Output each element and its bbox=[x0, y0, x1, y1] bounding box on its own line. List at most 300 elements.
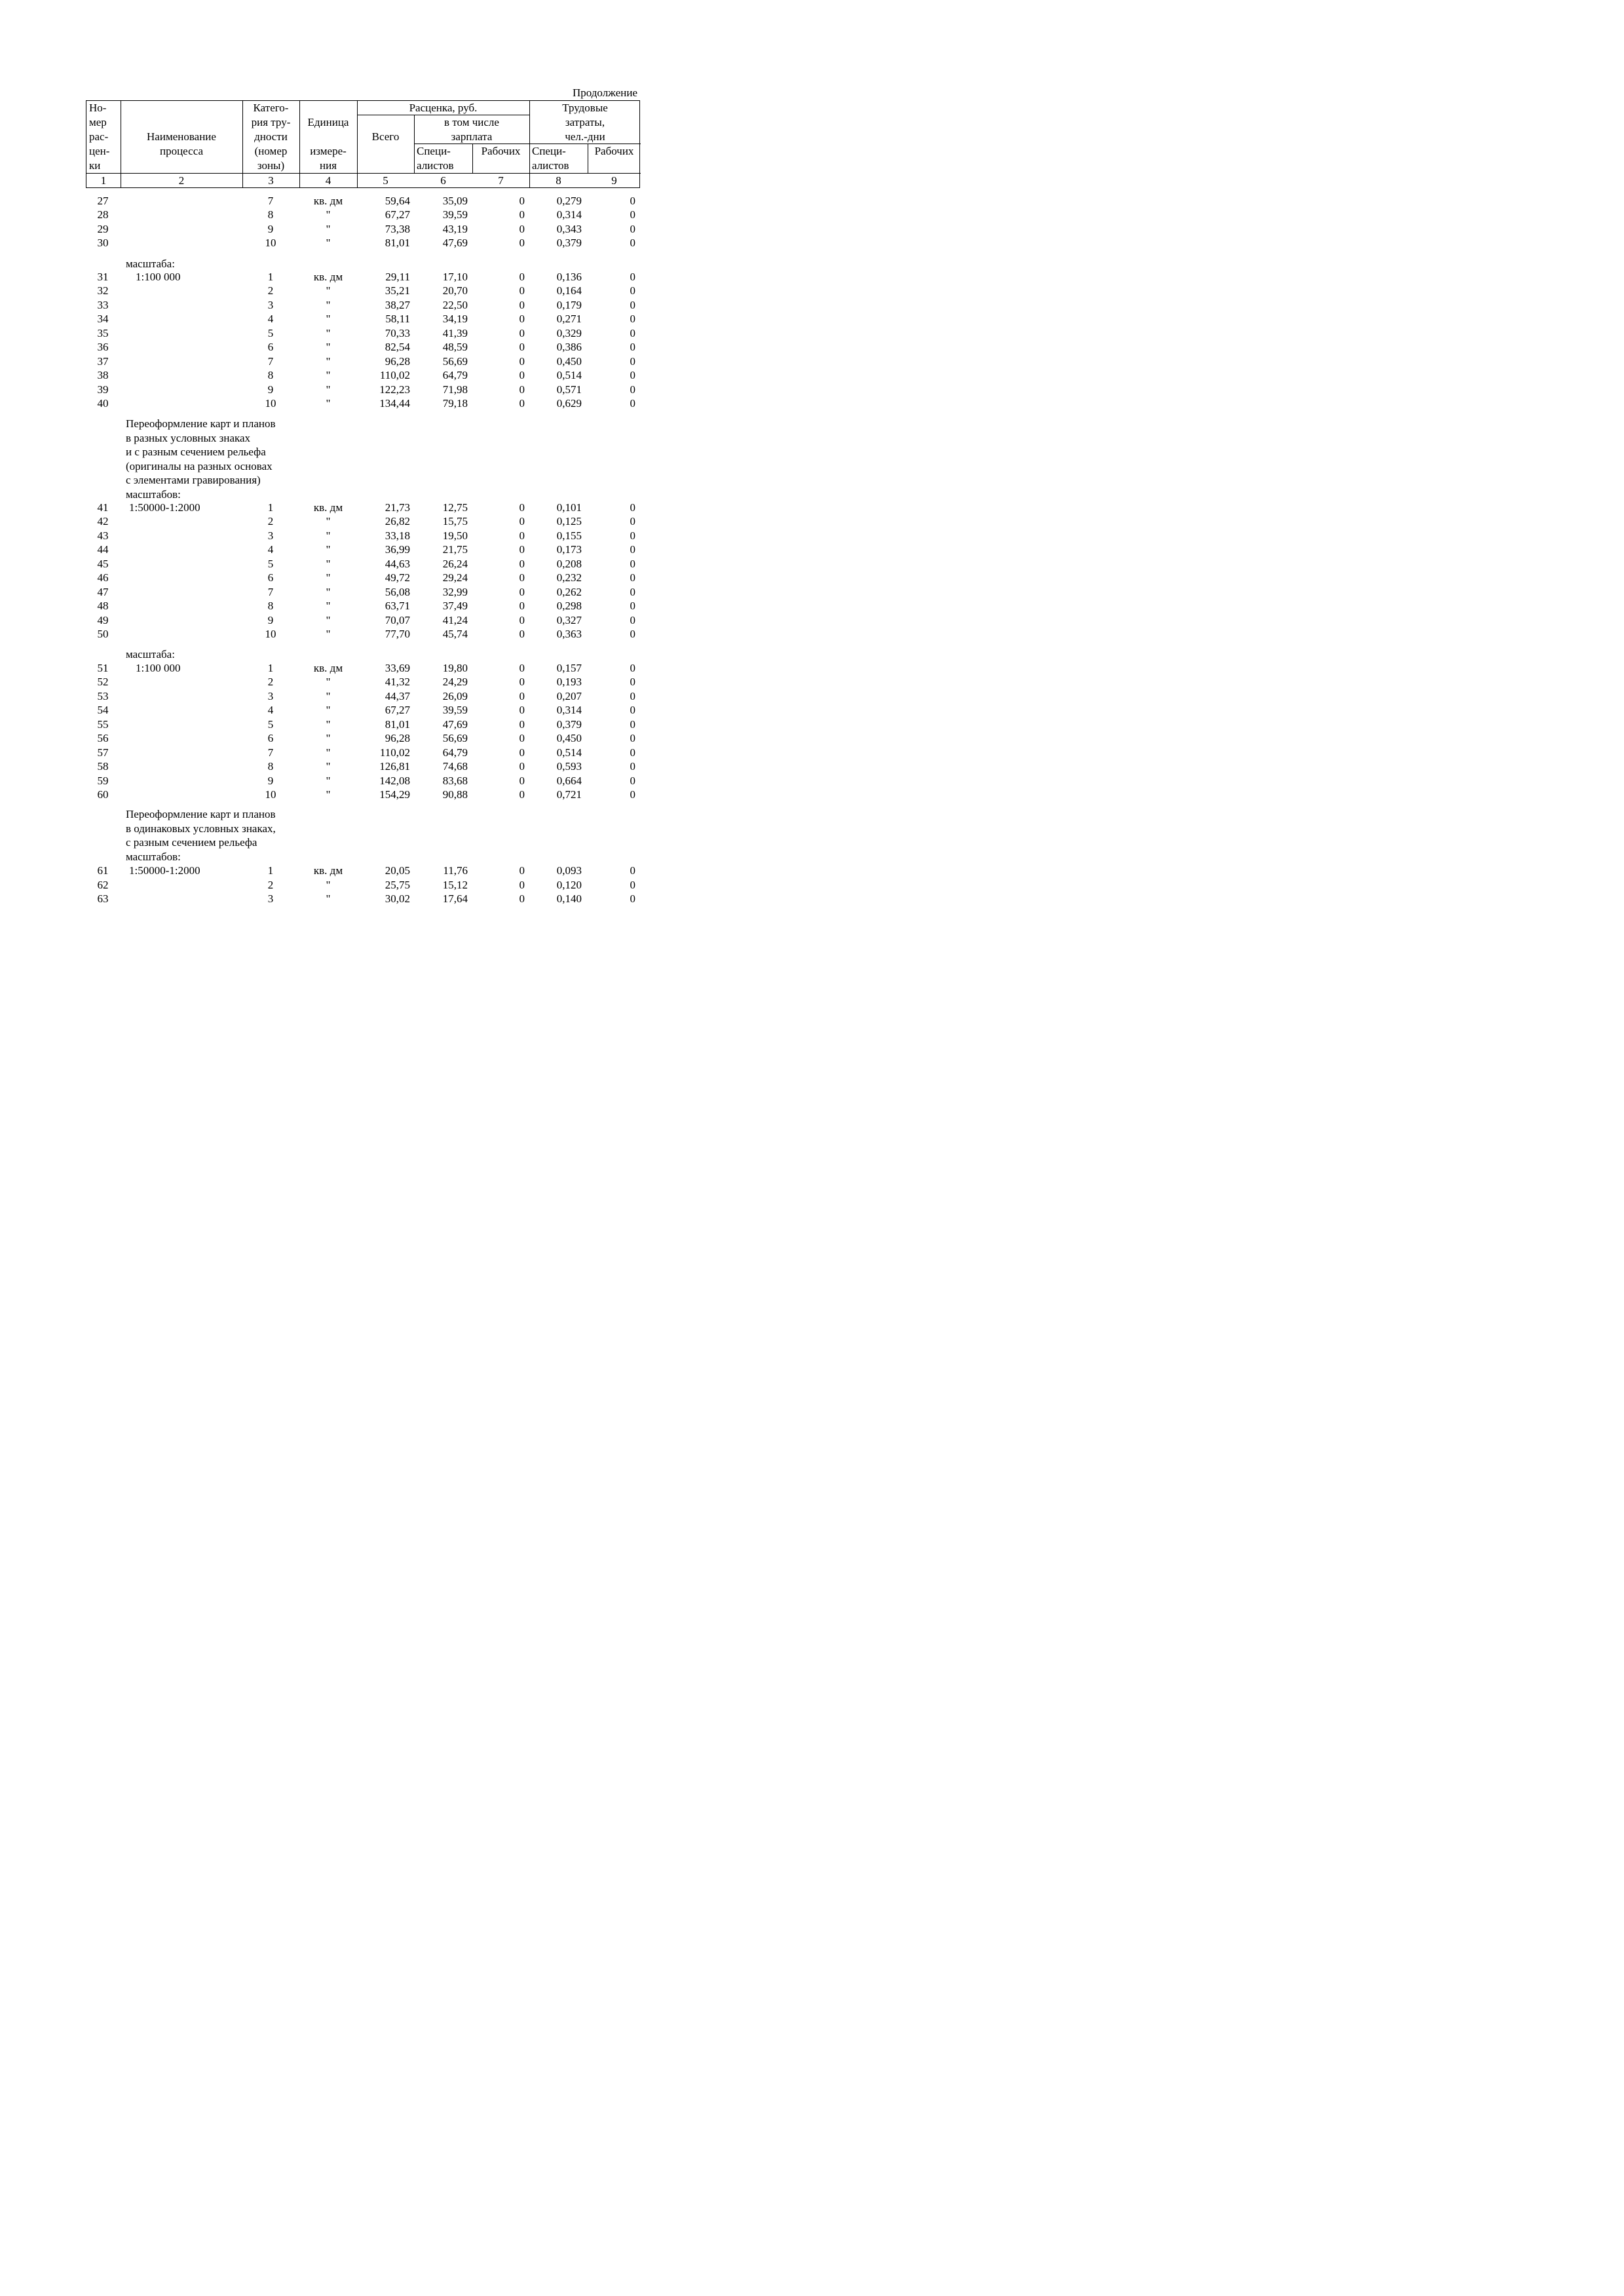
rate-number-cell: 47 bbox=[97, 585, 109, 598]
scale-name-cell: 1:50000-1:2000 bbox=[129, 864, 200, 877]
unit-cell: " bbox=[326, 746, 331, 759]
col-number-5: 5 bbox=[383, 174, 388, 187]
table-row bbox=[0, 689, 723, 704]
labor-workers-cell: 0 bbox=[630, 341, 635, 354]
price-total-cell: 21,73 bbox=[385, 501, 410, 514]
price-workers-cell: 0 bbox=[519, 718, 525, 731]
price-specialists-cell: 26,09 bbox=[442, 689, 468, 702]
price-workers-cell: 0 bbox=[519, 892, 525, 905]
rate-number-cell: 55 bbox=[97, 718, 109, 731]
labor-specialists-cell: 0,571 bbox=[556, 383, 582, 396]
labor-workers-cell: 0 bbox=[630, 383, 635, 396]
header-labor-specialists: Специ- алистов bbox=[532, 145, 569, 172]
price-total-cell: 67,27 bbox=[385, 208, 410, 221]
scale-name-cell: 1:50000-1:2000 bbox=[129, 501, 200, 514]
price-total-cell: 41,32 bbox=[385, 676, 410, 689]
unit-cell: " bbox=[326, 383, 331, 396]
price-specialists-cell: 83,68 bbox=[442, 774, 468, 787]
category-cell: 1 bbox=[267, 864, 274, 877]
section-heading: масштаба: bbox=[126, 648, 175, 660]
price-total-cell: 44,37 bbox=[385, 689, 410, 702]
table-row bbox=[0, 627, 723, 641]
price-total-cell: 33,18 bbox=[385, 529, 410, 542]
table-row bbox=[0, 222, 723, 237]
table-row bbox=[0, 529, 723, 543]
category-cell: 7 bbox=[267, 354, 274, 368]
price-workers-cell: 0 bbox=[519, 613, 525, 626]
price-specialists-cell: 15,75 bbox=[442, 515, 468, 528]
category-cell: 4 bbox=[267, 704, 274, 717]
category-cell: 8 bbox=[267, 208, 274, 221]
labor-specialists-cell: 0,125 bbox=[556, 515, 582, 528]
table-row bbox=[0, 354, 723, 369]
price-total-cell: 142,08 bbox=[379, 774, 410, 787]
rate-number-cell: 51 bbox=[97, 662, 109, 674]
labor-specialists-cell: 0,327 bbox=[556, 613, 582, 626]
price-total-cell: 110,02 bbox=[379, 746, 410, 759]
category-cell: 7 bbox=[267, 195, 274, 207]
col-number-8: 8 bbox=[556, 174, 561, 187]
price-workers-cell: 0 bbox=[519, 557, 525, 570]
price-specialists-cell: 41,24 bbox=[442, 613, 468, 626]
labor-specialists-cell: 0,593 bbox=[556, 760, 582, 773]
table-row bbox=[0, 501, 723, 515]
table-row bbox=[0, 585, 723, 600]
price-specialists-cell: 34,19 bbox=[442, 313, 468, 326]
labor-specialists-cell: 0,262 bbox=[556, 585, 582, 598]
table-row bbox=[0, 340, 723, 354]
price-workers-cell: 0 bbox=[519, 689, 525, 702]
unit-cell: " bbox=[326, 774, 331, 787]
price-workers-cell: 0 bbox=[519, 676, 525, 689]
col-number-3: 3 bbox=[268, 174, 274, 187]
price-specialists-cell: 39,59 bbox=[442, 208, 468, 221]
labor-specialists-cell: 0,136 bbox=[556, 271, 582, 283]
price-total-cell: 67,27 bbox=[385, 704, 410, 717]
labor-workers-cell: 0 bbox=[630, 718, 635, 731]
labor-workers-cell: 0 bbox=[630, 571, 635, 584]
labor-specialists-cell: 0,450 bbox=[556, 732, 582, 745]
price-workers-cell: 0 bbox=[519, 585, 525, 598]
price-total-cell: 25,75 bbox=[385, 878, 410, 891]
price-total-cell: 110,02 bbox=[379, 369, 410, 382]
table-row bbox=[0, 514, 723, 529]
price-specialists-cell: 45,74 bbox=[442, 628, 468, 641]
category-cell: 4 bbox=[267, 313, 274, 326]
header-labor-workers: Рабочих bbox=[594, 145, 634, 157]
unit-cell: " bbox=[326, 284, 331, 297]
col-number-1: 1 bbox=[100, 174, 107, 187]
price-total-cell: 59,64 bbox=[385, 195, 410, 207]
category-cell: 2 bbox=[267, 515, 274, 528]
category-cell: 8 bbox=[267, 600, 274, 613]
table-row bbox=[0, 543, 723, 557]
price-specialists-cell: 39,59 bbox=[442, 704, 468, 717]
section-heading-line: с элементами гравирования) bbox=[126, 474, 261, 486]
price-specialists-cell: 12,75 bbox=[442, 501, 468, 514]
price-workers-cell: 0 bbox=[519, 878, 525, 891]
section-heading-line: масштабов: bbox=[126, 488, 181, 501]
category-cell: 3 bbox=[267, 298, 274, 311]
labor-workers-cell: 0 bbox=[630, 354, 635, 368]
table-row bbox=[0, 396, 723, 411]
labor-workers-cell: 0 bbox=[630, 326, 635, 339]
unit-cell: " bbox=[326, 718, 331, 731]
labor-workers-cell: 0 bbox=[630, 864, 635, 877]
price-workers-cell: 0 bbox=[519, 237, 525, 250]
rate-number-cell: 28 bbox=[97, 208, 109, 221]
unit-cell: " bbox=[326, 689, 331, 702]
price-workers-cell: 0 bbox=[519, 704, 525, 717]
price-specialists-cell: 35,09 bbox=[442, 195, 468, 207]
table-header bbox=[86, 100, 640, 188]
labor-workers-cell: 0 bbox=[630, 369, 635, 382]
rate-number-cell: 57 bbox=[97, 746, 109, 759]
rate-number-cell: 35 bbox=[97, 326, 109, 339]
price-total-cell: 44,63 bbox=[385, 557, 410, 570]
category-cell: 1 bbox=[267, 501, 274, 514]
header-name: Наименование процесса bbox=[147, 130, 216, 157]
rate-number-cell: 54 bbox=[97, 704, 109, 717]
labor-specialists-cell: 0,208 bbox=[556, 557, 582, 570]
price-workers-cell: 0 bbox=[519, 501, 525, 514]
labor-workers-cell: 0 bbox=[630, 732, 635, 745]
price-total-cell: 70,33 bbox=[385, 326, 410, 339]
labor-workers-cell: 0 bbox=[630, 628, 635, 641]
scale-name-cell: 1:100 000 bbox=[136, 271, 181, 283]
unit-cell: " bbox=[326, 543, 331, 556]
price-workers-cell: 0 bbox=[519, 600, 525, 613]
labor-workers-cell: 0 bbox=[630, 662, 635, 674]
price-total-cell: 96,28 bbox=[385, 354, 410, 368]
price-total-cell: 36,99 bbox=[385, 543, 410, 556]
category-cell: 10 bbox=[265, 788, 276, 801]
price-specialists-cell: 90,88 bbox=[442, 788, 468, 801]
price-total-cell: 49,72 bbox=[385, 571, 410, 584]
price-workers-cell: 0 bbox=[519, 760, 525, 773]
price-specialists-cell: 21,75 bbox=[442, 543, 468, 556]
rate-number-cell: 37 bbox=[97, 354, 109, 368]
table-row bbox=[0, 571, 723, 585]
continuation-caption: Продолжение bbox=[572, 86, 637, 99]
table-row bbox=[0, 557, 723, 571]
section-heading-line: и с разным сечением рельефа bbox=[126, 446, 266, 458]
rate-number-cell: 58 bbox=[97, 760, 109, 773]
rate-number-cell: 62 bbox=[97, 878, 109, 891]
price-specialists-cell: 43,19 bbox=[442, 222, 468, 235]
labor-specialists-cell: 0,207 bbox=[556, 689, 582, 702]
labor-specialists-cell: 0,279 bbox=[556, 195, 582, 207]
header-price-group: Расценка, руб. bbox=[409, 102, 478, 114]
rate-number-cell: 31 bbox=[97, 271, 109, 283]
unit-cell: " bbox=[326, 878, 331, 891]
table-row bbox=[0, 368, 723, 383]
section-heading-line: в разных условных знаках bbox=[126, 432, 251, 444]
table-row bbox=[0, 298, 723, 313]
category-cell: 7 bbox=[267, 585, 274, 598]
price-specialists-cell: 37,49 bbox=[442, 600, 468, 613]
section-heading-line: с разным сечением рельефа bbox=[126, 836, 257, 849]
labor-workers-cell: 0 bbox=[630, 689, 635, 702]
category-cell: 5 bbox=[267, 718, 274, 731]
header-number: Но- мер рас- цен- ки bbox=[89, 102, 110, 172]
labor-workers-cell: 0 bbox=[630, 892, 635, 905]
unit-cell: кв. дм bbox=[313, 271, 343, 283]
category-cell: 2 bbox=[267, 676, 274, 689]
category-cell: 9 bbox=[267, 222, 274, 235]
category-cell: 5 bbox=[267, 557, 274, 570]
price-specialists-cell: 48,59 bbox=[442, 341, 468, 354]
price-specialists-cell: 19,80 bbox=[442, 662, 468, 674]
rate-number-cell: 48 bbox=[97, 600, 109, 613]
rate-number-cell: 49 bbox=[97, 613, 109, 626]
price-total-cell: 30,02 bbox=[385, 892, 410, 905]
rate-number-cell: 42 bbox=[97, 515, 109, 528]
labor-specialists-cell: 0,314 bbox=[556, 704, 582, 717]
price-specialists-cell: 47,69 bbox=[442, 237, 468, 250]
labor-specialists-cell: 0,093 bbox=[556, 864, 582, 877]
section-heading-line: (оригиналы на разных основах bbox=[126, 460, 273, 472]
header-incl: в том числе зарплата bbox=[444, 116, 499, 143]
category-cell: 9 bbox=[267, 613, 274, 626]
unit-cell: " bbox=[326, 760, 331, 773]
unit-cell: " bbox=[326, 613, 331, 626]
category-cell: 1 bbox=[267, 662, 274, 674]
category-cell: 10 bbox=[265, 397, 276, 410]
price-specialists-cell: 19,50 bbox=[442, 529, 468, 542]
price-specialists-cell: 22,50 bbox=[442, 298, 468, 311]
unit-cell: " bbox=[326, 237, 331, 250]
price-workers-cell: 0 bbox=[519, 515, 525, 528]
price-total-cell: 154,29 bbox=[379, 788, 410, 801]
labor-specialists-cell: 0,120 bbox=[556, 878, 582, 891]
price-specialists-cell: 47,69 bbox=[442, 718, 468, 731]
rate-number-cell: 30 bbox=[97, 237, 109, 250]
labor-specialists-cell: 0,363 bbox=[556, 628, 582, 641]
category-cell: 8 bbox=[267, 760, 274, 773]
price-specialists-cell: 11,76 bbox=[443, 864, 468, 877]
category-cell: 1 bbox=[267, 271, 274, 283]
labor-specialists-cell: 0,140 bbox=[556, 892, 582, 905]
unit-cell: " bbox=[326, 208, 331, 221]
category-cell: 2 bbox=[267, 878, 274, 891]
price-total-cell: 82,54 bbox=[385, 341, 410, 354]
rate-number-cell: 52 bbox=[97, 676, 109, 689]
rate-number-cell: 34 bbox=[97, 313, 109, 326]
header-unit-line1: Единица bbox=[307, 116, 349, 128]
labor-specialists-cell: 0,629 bbox=[556, 397, 582, 410]
table-row bbox=[0, 675, 723, 689]
price-workers-cell: 0 bbox=[519, 628, 525, 641]
price-total-cell: 134,44 bbox=[379, 397, 410, 410]
rate-number-cell: 33 bbox=[97, 298, 109, 311]
labor-workers-cell: 0 bbox=[630, 878, 635, 891]
labor-workers-cell: 0 bbox=[630, 208, 635, 221]
labor-specialists-cell: 0,298 bbox=[556, 600, 582, 613]
rate-number-cell: 53 bbox=[97, 689, 109, 702]
rate-number-cell: 39 bbox=[97, 383, 109, 396]
labor-specialists-cell: 0,101 bbox=[556, 501, 582, 514]
unit-cell: " bbox=[326, 788, 331, 801]
table-row bbox=[0, 718, 723, 732]
price-specialists-cell: 79,18 bbox=[442, 397, 468, 410]
rate-number-cell: 59 bbox=[97, 774, 109, 787]
labor-specialists-cell: 0,314 bbox=[556, 208, 582, 221]
category-cell: 10 bbox=[265, 628, 276, 641]
price-workers-cell: 0 bbox=[519, 864, 525, 877]
unit-cell: " bbox=[326, 369, 331, 382]
price-workers-cell: 0 bbox=[519, 543, 525, 556]
section-heading-line: Переоформление карт и планов bbox=[126, 808, 276, 820]
rate-number-cell: 29 bbox=[97, 222, 109, 235]
unit-cell: " bbox=[326, 704, 331, 717]
labor-workers-cell: 0 bbox=[630, 788, 635, 801]
table-row bbox=[0, 326, 723, 341]
price-total-cell: 63,71 bbox=[385, 600, 410, 613]
price-workers-cell: 0 bbox=[519, 732, 525, 745]
price-total-cell: 33,69 bbox=[385, 662, 410, 674]
price-workers-cell: 0 bbox=[519, 313, 525, 326]
price-total-cell: 81,01 bbox=[385, 237, 410, 250]
unit-cell: " bbox=[326, 585, 331, 598]
rate-number-cell: 40 bbox=[97, 397, 109, 410]
category-cell: 9 bbox=[267, 774, 274, 787]
rate-number-cell: 50 bbox=[97, 628, 109, 641]
category-cell: 9 bbox=[267, 383, 274, 396]
price-workers-cell: 0 bbox=[519, 354, 525, 368]
price-specialists-cell: 26,24 bbox=[442, 557, 468, 570]
price-specialists-cell: 32,99 bbox=[442, 585, 468, 598]
unit-cell: " bbox=[326, 892, 331, 905]
price-total-cell: 56,08 bbox=[385, 585, 410, 598]
table-row bbox=[0, 312, 723, 326]
price-specialists-cell: 64,79 bbox=[442, 369, 468, 382]
header-unit-line2: измере- ния bbox=[310, 145, 347, 172]
price-specialists-cell: 74,68 bbox=[442, 760, 468, 773]
price-specialists-cell: 56,69 bbox=[442, 354, 468, 368]
unit-cell: " bbox=[326, 600, 331, 613]
labor-workers-cell: 0 bbox=[630, 543, 635, 556]
price-specialists-cell: 29,24 bbox=[442, 571, 468, 584]
category-cell: 3 bbox=[267, 892, 274, 905]
labor-specialists-cell: 0,721 bbox=[556, 788, 582, 801]
labor-workers-cell: 0 bbox=[630, 298, 635, 311]
labor-specialists-cell: 0,179 bbox=[556, 298, 582, 311]
rate-number-cell: 45 bbox=[97, 557, 109, 570]
price-specialists-cell: 71,98 bbox=[442, 383, 468, 396]
price-total-cell: 81,01 bbox=[385, 718, 410, 731]
header-workers: Рабочих bbox=[481, 145, 521, 157]
unit-cell: " bbox=[326, 557, 331, 570]
scale-name-cell: 1:100 000 bbox=[136, 662, 181, 674]
header-category: Катего- рия тру- дности (номер зоны) bbox=[251, 102, 291, 172]
labor-specialists-cell: 0,193 bbox=[556, 676, 582, 689]
price-specialists-cell: 17,64 bbox=[442, 892, 468, 905]
labor-workers-cell: 0 bbox=[630, 613, 635, 626]
section-heading-line: масштабов: bbox=[126, 851, 181, 863]
labor-workers-cell: 0 bbox=[630, 515, 635, 528]
unit-cell: " bbox=[326, 515, 331, 528]
price-total-cell: 26,82 bbox=[385, 515, 410, 528]
unit-cell: " bbox=[326, 298, 331, 311]
unit-cell: " bbox=[326, 397, 331, 410]
price-specialists-cell: 15,12 bbox=[442, 878, 468, 891]
labor-specialists-cell: 0,514 bbox=[556, 746, 582, 759]
rate-number-cell: 61 bbox=[97, 864, 109, 877]
rate-number-cell: 32 bbox=[97, 284, 109, 297]
labor-specialists-cell: 0,329 bbox=[556, 326, 582, 339]
category-cell: 8 bbox=[267, 369, 274, 382]
table-row bbox=[0, 864, 723, 878]
header-specialists: Специ- алистов bbox=[417, 145, 454, 172]
table-row bbox=[0, 599, 723, 613]
price-specialists-cell: 17,10 bbox=[442, 271, 468, 283]
labor-workers-cell: 0 bbox=[630, 760, 635, 773]
labor-specialists-cell: 0,164 bbox=[556, 284, 582, 297]
price-specialists-cell: 56,69 bbox=[442, 732, 468, 745]
price-total-cell: 38,27 bbox=[385, 298, 410, 311]
col-number-4: 4 bbox=[325, 174, 331, 187]
category-cell: 6 bbox=[267, 341, 274, 354]
section-heading-line: Переоформление карт и планов bbox=[126, 417, 276, 430]
rate-number-cell: 63 bbox=[97, 892, 109, 905]
table-row bbox=[0, 613, 723, 628]
table-row bbox=[0, 788, 723, 802]
price-workers-cell: 0 bbox=[519, 662, 525, 674]
labor-specialists-cell: 0,514 bbox=[556, 369, 582, 382]
labor-workers-cell: 0 bbox=[630, 237, 635, 250]
rate-number-cell: 44 bbox=[97, 543, 109, 556]
col-number-9: 9 bbox=[611, 174, 617, 187]
price-workers-cell: 0 bbox=[519, 195, 525, 207]
price-total-cell: 126,81 bbox=[379, 760, 410, 773]
category-cell: 2 bbox=[267, 284, 274, 297]
labor-workers-cell: 0 bbox=[630, 676, 635, 689]
labor-specialists-cell: 0,157 bbox=[556, 662, 582, 674]
labor-workers-cell: 0 bbox=[630, 774, 635, 787]
labor-workers-cell: 0 bbox=[630, 746, 635, 759]
price-workers-cell: 0 bbox=[519, 326, 525, 339]
price-workers-cell: 0 bbox=[519, 341, 525, 354]
price-total-cell: 58,11 bbox=[385, 313, 410, 326]
price-workers-cell: 0 bbox=[519, 208, 525, 221]
category-cell: 3 bbox=[267, 689, 274, 702]
rate-number-cell: 41 bbox=[97, 501, 109, 514]
labor-workers-cell: 0 bbox=[630, 195, 635, 207]
price-workers-cell: 0 bbox=[519, 529, 525, 542]
price-total-cell: 35,21 bbox=[385, 284, 410, 297]
table-row bbox=[0, 878, 723, 892]
price-workers-cell: 0 bbox=[519, 571, 525, 584]
price-total-cell: 96,28 bbox=[385, 732, 410, 745]
price-workers-cell: 0 bbox=[519, 222, 525, 235]
labor-workers-cell: 0 bbox=[630, 284, 635, 297]
category-cell: 4 bbox=[267, 543, 274, 556]
rate-number-cell: 36 bbox=[97, 341, 109, 354]
price-total-cell: 73,38 bbox=[385, 222, 410, 235]
unit-cell: " bbox=[326, 571, 331, 584]
unit-cell: " bbox=[326, 732, 331, 745]
table-row bbox=[0, 236, 723, 250]
rate-number-cell: 27 bbox=[97, 195, 109, 207]
labor-specialists-cell: 0,450 bbox=[556, 354, 582, 368]
price-workers-cell: 0 bbox=[519, 284, 525, 297]
unit-cell: " bbox=[326, 354, 331, 368]
unit-cell: кв. дм bbox=[313, 195, 343, 207]
section-heading-line: в одинаковых условных знаках, bbox=[126, 822, 276, 835]
labor-workers-cell: 0 bbox=[630, 529, 635, 542]
labor-workers-cell: 0 bbox=[630, 313, 635, 326]
